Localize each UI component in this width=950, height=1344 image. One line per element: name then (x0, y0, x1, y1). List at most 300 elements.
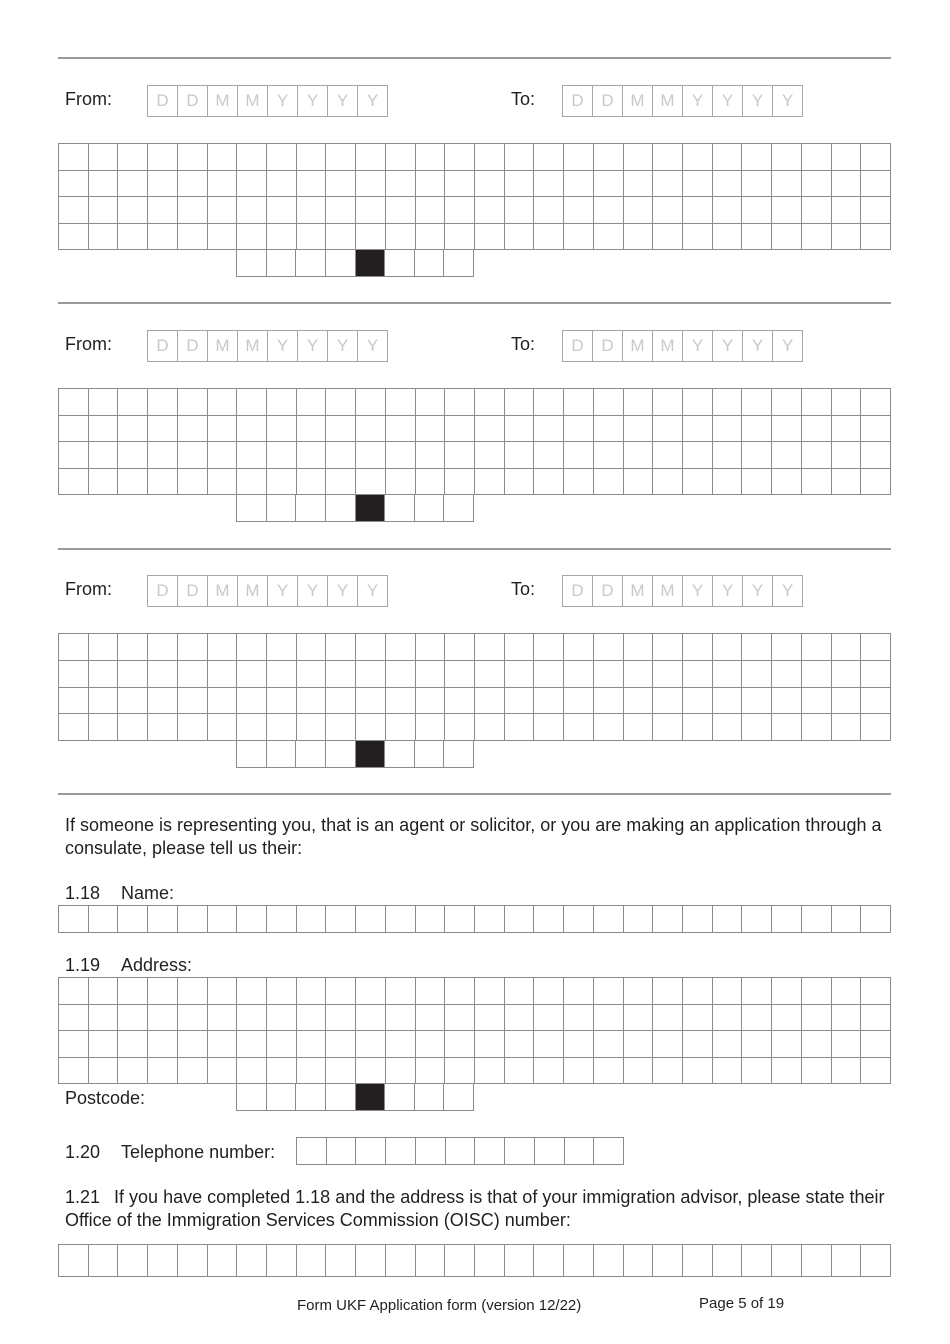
date-digit-box[interactable]: Y (773, 331, 803, 362)
character-box[interactable] (267, 171, 297, 198)
character-box[interactable] (564, 1005, 594, 1032)
date-digit-box[interactable]: Y (713, 576, 743, 607)
character-box[interactable] (445, 469, 475, 496)
character-box[interactable] (653, 442, 683, 469)
character-box[interactable] (742, 442, 772, 469)
character-box[interactable] (861, 469, 891, 496)
character-box[interactable] (208, 1058, 238, 1085)
character-box[interactable] (683, 688, 713, 715)
character-box[interactable] (385, 495, 415, 522)
character-box[interactable] (416, 1245, 446, 1277)
character-box[interactable] (564, 906, 594, 933)
character-box[interactable] (356, 144, 386, 171)
character-box[interactable] (267, 1005, 297, 1032)
character-box[interactable] (475, 978, 505, 1005)
date-digit-box[interactable]: D (178, 86, 208, 117)
character-box[interactable] (475, 442, 505, 469)
character-box[interactable] (653, 661, 683, 688)
date-digit-box[interactable]: Y (713, 86, 743, 117)
postcode-grid[interactable] (236, 740, 474, 768)
character-box[interactable] (713, 469, 743, 496)
character-box[interactable] (356, 714, 386, 741)
character-box[interactable] (832, 1005, 862, 1032)
date-digit-box[interactable]: Y (743, 576, 773, 607)
character-box[interactable] (534, 661, 564, 688)
character-box[interactable] (713, 224, 743, 251)
character-box[interactable] (415, 250, 445, 277)
character-box[interactable] (326, 197, 356, 224)
character-box[interactable] (416, 634, 446, 661)
character-box[interactable] (445, 661, 475, 688)
character-box[interactable] (208, 442, 238, 469)
character-box[interactable] (505, 442, 535, 469)
character-box[interactable] (386, 144, 416, 171)
character-box[interactable] (89, 171, 119, 198)
character-box[interactable] (416, 469, 446, 496)
date-digit-box[interactable]: D (563, 331, 593, 362)
character-box[interactable] (267, 1058, 297, 1085)
date-digit-box[interactable]: D (178, 576, 208, 607)
date-digit-box[interactable]: M (208, 86, 238, 117)
character-box[interactable] (594, 1138, 624, 1165)
character-box[interactable] (326, 224, 356, 251)
character-box[interactable] (742, 688, 772, 715)
character-box[interactable] (59, 224, 89, 251)
character-box[interactable] (713, 1058, 743, 1085)
character-box[interactable] (802, 416, 832, 443)
character-box[interactable] (564, 442, 594, 469)
character-box[interactable] (624, 978, 654, 1005)
character-box[interactable] (653, 688, 683, 715)
date-digit-box[interactable]: M (208, 331, 238, 362)
date-digit-box[interactable]: M (623, 331, 653, 362)
from-date-field[interactable] (147, 575, 388, 607)
character-box[interactable] (802, 714, 832, 741)
character-box[interactable] (208, 661, 238, 688)
character-box[interactable] (208, 389, 238, 416)
character-box[interactable] (267, 688, 297, 715)
character-box[interactable] (713, 416, 743, 443)
date-digit-box[interactable]: M (623, 576, 653, 607)
character-box[interactable] (772, 469, 802, 496)
character-box[interactable] (208, 1245, 238, 1277)
character-box[interactable] (267, 906, 297, 933)
character-box[interactable] (624, 634, 654, 661)
date-digit-box[interactable]: Y (743, 331, 773, 362)
character-box[interactable] (742, 197, 772, 224)
character-box[interactable] (386, 906, 416, 933)
character-box[interactable] (118, 1245, 148, 1277)
character-box[interactable] (594, 978, 624, 1005)
character-box[interactable] (148, 144, 178, 171)
character-box[interactable] (505, 197, 535, 224)
character-box[interactable] (742, 1058, 772, 1085)
character-box[interactable] (326, 1005, 356, 1032)
character-box[interactable] (416, 906, 446, 933)
date-digit-box[interactable]: Y (713, 331, 743, 362)
character-box[interactable] (208, 416, 238, 443)
character-box[interactable] (832, 224, 862, 251)
character-box[interactable] (237, 224, 267, 251)
character-box[interactable] (267, 389, 297, 416)
character-box[interactable] (861, 1058, 891, 1085)
character-box[interactable] (118, 688, 148, 715)
character-box[interactable] (297, 442, 327, 469)
character-box[interactable] (237, 495, 267, 522)
character-box[interactable] (445, 688, 475, 715)
character-box[interactable] (178, 197, 208, 224)
character-box[interactable] (59, 978, 89, 1005)
character-box[interactable] (148, 1031, 178, 1058)
character-box[interactable] (772, 144, 802, 171)
character-box[interactable] (267, 250, 297, 277)
character-box[interactable] (564, 224, 594, 251)
character-box[interactable] (59, 171, 89, 198)
character-box[interactable] (475, 197, 505, 224)
character-box[interactable] (237, 634, 267, 661)
character-box[interactable] (59, 197, 89, 224)
character-box[interactable] (683, 469, 713, 496)
character-box[interactable] (505, 144, 535, 171)
character-box[interactable] (624, 197, 654, 224)
character-box[interactable] (653, 197, 683, 224)
character-box[interactable] (802, 197, 832, 224)
character-box[interactable] (475, 1005, 505, 1032)
character-box[interactable] (297, 688, 327, 715)
character-box[interactable] (742, 1005, 772, 1032)
date-digit-box[interactable]: D (593, 331, 623, 362)
character-box[interactable] (326, 389, 356, 416)
character-box[interactable] (59, 389, 89, 416)
character-box[interactable] (118, 144, 148, 171)
character-box[interactable] (564, 1058, 594, 1085)
date-digit-box[interactable]: Y (773, 576, 803, 607)
character-box[interactable] (297, 171, 327, 198)
character-box[interactable] (444, 250, 474, 277)
character-box[interactable] (564, 469, 594, 496)
character-box[interactable] (772, 171, 802, 198)
character-box[interactable] (297, 634, 327, 661)
character-box[interactable] (505, 416, 535, 443)
character-box[interactable] (297, 1138, 327, 1165)
character-box[interactable] (713, 661, 743, 688)
character-box[interactable] (446, 1138, 476, 1165)
character-box[interactable] (178, 442, 208, 469)
character-box[interactable] (534, 1245, 564, 1277)
character-box[interactable] (564, 197, 594, 224)
to-date-field[interactable] (562, 85, 803, 117)
character-box[interactable] (594, 416, 624, 443)
character-box[interactable] (624, 442, 654, 469)
character-box[interactable] (297, 224, 327, 251)
character-box[interactable] (237, 714, 267, 741)
character-box[interactable] (564, 1245, 594, 1277)
character-box[interactable] (861, 144, 891, 171)
character-box[interactable] (624, 906, 654, 933)
character-box[interactable] (683, 197, 713, 224)
character-box[interactable] (861, 661, 891, 688)
character-box[interactable] (326, 144, 356, 171)
character-box[interactable] (713, 714, 743, 741)
character-box[interactable] (237, 1005, 267, 1032)
date-digit-box[interactable]: M (653, 576, 683, 607)
character-box[interactable] (713, 1245, 743, 1277)
character-box[interactable] (178, 144, 208, 171)
character-box[interactable] (624, 469, 654, 496)
character-box[interactable] (178, 416, 208, 443)
character-box[interactable] (237, 1031, 267, 1058)
character-box[interactable] (594, 1245, 624, 1277)
character-box[interactable] (386, 688, 416, 715)
character-box[interactable] (564, 171, 594, 198)
character-box[interactable] (534, 1031, 564, 1058)
date-digit-box[interactable]: Y (683, 331, 713, 362)
character-box[interactable] (326, 1084, 356, 1111)
character-box[interactable] (118, 978, 148, 1005)
character-box[interactable] (356, 442, 386, 469)
character-box[interactable] (356, 469, 386, 496)
character-box[interactable] (118, 224, 148, 251)
character-box[interactable] (89, 661, 119, 688)
character-box[interactable] (772, 978, 802, 1005)
character-box[interactable] (237, 688, 267, 715)
character-box[interactable] (416, 1005, 446, 1032)
character-box[interactable] (297, 906, 327, 933)
character-box[interactable] (444, 741, 474, 768)
character-box[interactable] (208, 197, 238, 224)
date-digit-box[interactable]: D (178, 331, 208, 362)
from-date-field[interactable] (147, 85, 388, 117)
address-grid[interactable] (58, 143, 891, 250)
character-box[interactable] (208, 714, 238, 741)
character-box[interactable] (267, 224, 297, 251)
character-box[interactable] (534, 224, 564, 251)
character-box[interactable] (237, 1245, 267, 1277)
character-box[interactable] (683, 389, 713, 416)
character-box[interactable] (505, 1058, 535, 1085)
character-box[interactable] (475, 1138, 505, 1165)
character-box[interactable] (713, 634, 743, 661)
character-box[interactable] (148, 469, 178, 496)
character-box[interactable] (59, 688, 89, 715)
character-box[interactable] (624, 1031, 654, 1058)
character-box[interactable] (832, 416, 862, 443)
character-box[interactable] (624, 171, 654, 198)
character-box[interactable] (683, 1058, 713, 1085)
character-box[interactable] (861, 1031, 891, 1058)
character-box[interactable] (742, 1245, 772, 1277)
character-box[interactable] (386, 978, 416, 1005)
character-box[interactable] (802, 442, 832, 469)
character-box[interactable] (861, 1005, 891, 1032)
character-box[interactable] (683, 906, 713, 933)
character-box[interactable] (148, 1058, 178, 1085)
character-box[interactable] (118, 171, 148, 198)
character-box[interactable] (653, 978, 683, 1005)
character-box[interactable] (832, 661, 862, 688)
character-box[interactable] (326, 442, 356, 469)
character-box[interactable] (594, 634, 624, 661)
address-grid[interactable] (58, 388, 891, 495)
character-box[interactable] (415, 495, 445, 522)
character-box[interactable] (653, 1058, 683, 1085)
character-box[interactable] (861, 688, 891, 715)
date-digit-box[interactable]: Y (358, 86, 388, 117)
character-box[interactable] (237, 197, 267, 224)
date-digit-box[interactable]: Y (328, 576, 358, 607)
character-box[interactable] (326, 978, 356, 1005)
character-box[interactable] (505, 171, 535, 198)
character-box[interactable] (742, 634, 772, 661)
character-box[interactable] (356, 1005, 386, 1032)
character-box[interactable] (564, 978, 594, 1005)
character-box[interactable] (534, 688, 564, 715)
character-box[interactable] (683, 1031, 713, 1058)
character-box[interactable] (594, 144, 624, 171)
character-box[interactable] (772, 224, 802, 251)
character-box[interactable] (386, 224, 416, 251)
character-box[interactable] (861, 416, 891, 443)
character-box[interactable] (713, 1031, 743, 1058)
character-box[interactable] (326, 416, 356, 443)
character-box[interactable] (683, 714, 713, 741)
character-box[interactable] (297, 416, 327, 443)
character-box[interactable] (832, 906, 862, 933)
character-box[interactable] (89, 1031, 119, 1058)
character-box[interactable] (89, 634, 119, 661)
postcode-grid[interactable] (236, 249, 474, 277)
character-box[interactable] (802, 224, 832, 251)
date-digit-box[interactable]: Y (268, 576, 298, 607)
character-box[interactable] (59, 634, 89, 661)
character-box[interactable] (416, 197, 446, 224)
character-box[interactable] (297, 714, 327, 741)
character-box[interactable] (326, 250, 356, 277)
character-box[interactable] (237, 389, 267, 416)
character-box[interactable] (564, 144, 594, 171)
character-box[interactable] (416, 144, 446, 171)
character-box[interactable] (475, 1245, 505, 1277)
date-digit-box[interactable]: Y (328, 86, 358, 117)
character-box[interactable] (89, 1245, 119, 1277)
character-box[interactable] (653, 634, 683, 661)
character-box[interactable] (534, 1058, 564, 1085)
character-box[interactable] (416, 1138, 446, 1165)
character-box[interactable] (475, 714, 505, 741)
character-box[interactable] (832, 171, 862, 198)
date-digit-box[interactable]: M (653, 86, 683, 117)
character-box[interactable] (683, 442, 713, 469)
character-box[interactable] (237, 1084, 267, 1111)
character-box[interactable] (861, 171, 891, 198)
character-box[interactable] (267, 1245, 297, 1277)
date-digit-box[interactable]: Y (268, 331, 298, 362)
date-digit-box[interactable]: D (148, 86, 178, 117)
character-box[interactable] (386, 469, 416, 496)
character-box[interactable] (802, 389, 832, 416)
character-box[interactable] (594, 389, 624, 416)
character-box[interactable] (742, 416, 772, 443)
character-box[interactable] (297, 197, 327, 224)
character-box[interactable] (148, 416, 178, 443)
character-box[interactable] (475, 389, 505, 416)
character-box[interactable] (742, 661, 772, 688)
character-box[interactable] (118, 1031, 148, 1058)
character-box[interactable] (534, 416, 564, 443)
character-box[interactable] (683, 634, 713, 661)
character-box[interactable] (802, 1031, 832, 1058)
character-box[interactable] (742, 714, 772, 741)
character-box[interactable] (385, 250, 415, 277)
character-box[interactable] (297, 978, 327, 1005)
character-box[interactable] (505, 1005, 535, 1032)
character-box[interactable] (89, 978, 119, 1005)
address-grid[interactable] (58, 633, 891, 741)
character-box[interactable] (861, 442, 891, 469)
character-box[interactable] (534, 144, 564, 171)
character-box[interactable] (772, 1058, 802, 1085)
character-box[interactable] (89, 714, 119, 741)
character-box[interactable] (326, 1031, 356, 1058)
character-box[interactable] (475, 1058, 505, 1085)
character-box[interactable] (297, 1031, 327, 1058)
character-box[interactable] (118, 1058, 148, 1085)
character-box[interactable] (356, 389, 386, 416)
date-digit-box[interactable]: M (208, 576, 238, 607)
to-date-field[interactable] (562, 575, 803, 607)
character-box[interactable] (742, 469, 772, 496)
character-box[interactable] (861, 634, 891, 661)
character-box[interactable] (594, 469, 624, 496)
from-date-field[interactable] (147, 330, 388, 362)
date-digit-box[interactable]: Y (328, 331, 358, 362)
character-box[interactable] (208, 634, 238, 661)
character-box[interactable] (594, 1031, 624, 1058)
character-box[interactable] (772, 688, 802, 715)
character-box[interactable] (475, 1031, 505, 1058)
character-box[interactable] (772, 389, 802, 416)
character-box[interactable] (326, 906, 356, 933)
character-box[interactable] (386, 171, 416, 198)
character-box[interactable] (59, 1005, 89, 1032)
character-box[interactable] (386, 1031, 416, 1058)
character-box[interactable] (59, 1245, 89, 1277)
character-box[interactable] (296, 741, 326, 768)
character-box[interactable] (385, 1084, 415, 1111)
character-box[interactable] (326, 661, 356, 688)
character-box[interactable] (148, 171, 178, 198)
character-box[interactable] (505, 906, 535, 933)
character-box[interactable] (89, 197, 119, 224)
character-box[interactable] (326, 469, 356, 496)
character-box[interactable] (832, 442, 862, 469)
character-box[interactable] (416, 1031, 446, 1058)
oisc-number-grid[interactable] (58, 1244, 891, 1277)
character-box[interactable] (445, 978, 475, 1005)
character-box[interactable] (208, 144, 238, 171)
character-box[interactable] (208, 978, 238, 1005)
character-box[interactable] (742, 1031, 772, 1058)
character-box[interactable] (416, 416, 446, 443)
character-box[interactable] (772, 661, 802, 688)
character-box[interactable] (59, 442, 89, 469)
character-box[interactable] (772, 197, 802, 224)
character-box[interactable] (534, 714, 564, 741)
character-box[interactable] (178, 469, 208, 496)
character-box[interactable] (356, 688, 386, 715)
character-box[interactable] (594, 197, 624, 224)
character-box[interactable] (683, 1245, 713, 1277)
